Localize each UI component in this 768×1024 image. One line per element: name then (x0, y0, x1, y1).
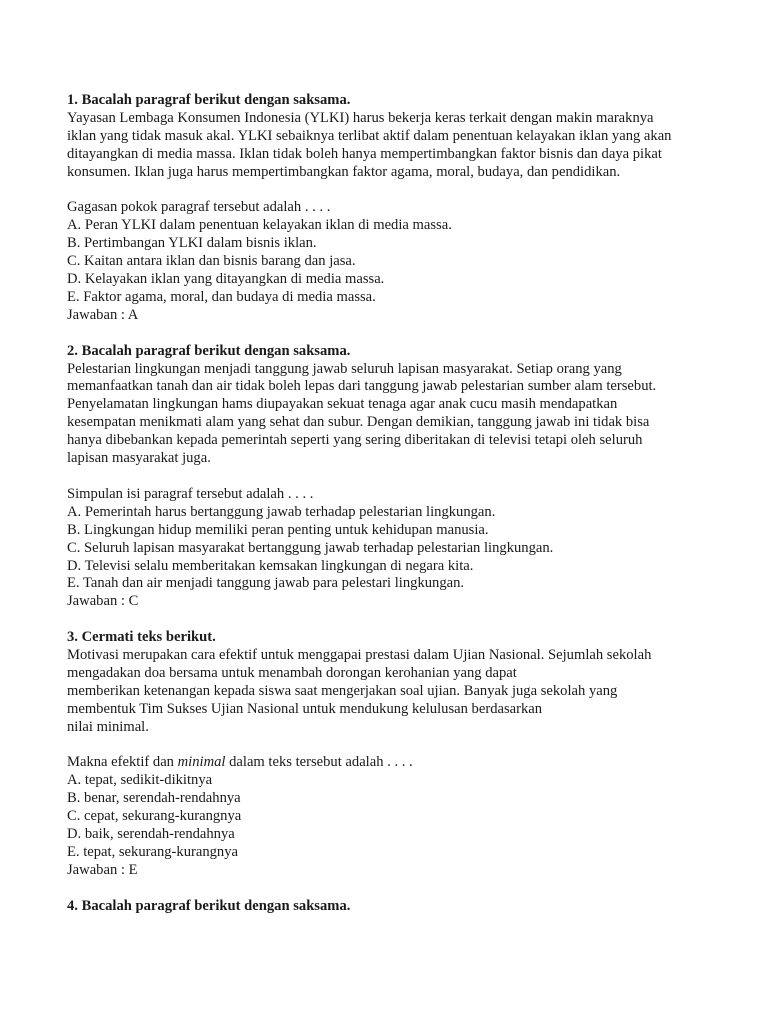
question-title: 2. Bacalah paragraf berikut dengan saksama. (67, 342, 351, 359)
answer-option-c: C. Kaitan antara iklan dan bisnis barang dan jasa. (67, 253, 356, 270)
passage-line: Motivasi merupakan cara efektif untuk menggapai prestasi dalam Ujian Nasional. Sejumlah sekolah (67, 647, 652, 664)
answer-option-e: E. tepat, sekurang-kurangnya (67, 843, 239, 860)
answer-option-e: E. Faktor agama, moral, dan budaya di media massa. (67, 288, 376, 305)
passage-line: konsumen. Iklan juga harus mempertimbangkan faktor agama, moral, budaya, dan pendidikan. (67, 163, 621, 180)
question-1 (67, 92, 707, 325)
prompt-text-before: Makna efektif dan (67, 754, 178, 771)
question-prompt: Gagasan pokok paragraf tersebut adalah . . . . (67, 199, 331, 216)
answer-option-c: C. cepat, sekurang-kurangnya (67, 808, 242, 825)
answer-option-a: A. tepat, sedikit-dikitnya (67, 772, 213, 789)
prompt-italic-term: minimal (177, 754, 226, 771)
question-title: 3. Cermati teks berikut. (67, 629, 216, 646)
question-title: 1. Bacalah paragraf berikut dengan saksama. (67, 92, 351, 108)
question-title: 4. Bacalah paragraf berikut dengan saksama. (67, 897, 351, 914)
passage (67, 361, 707, 468)
question-3 (67, 629, 707, 880)
passage-line: hanya dibebankan kepada pemerintah seperti yang sering diberitakan di televisi tetapi oleh seluruh (67, 432, 643, 449)
passage-line: Penyelamatan lingkungan hams diupayakan sekuat tenaga agar anak cucu masih mendapatkan (67, 396, 618, 413)
prompt-text-after: dalam teks tersebut adalah . . . . (225, 754, 413, 771)
passage-line: ditayangkan di media massa. Iklan tidak boleh hanya mempertimbangkan faktor bisnis dan daya pikat (67, 145, 662, 162)
answer-key: Jawaban : E (67, 861, 138, 878)
answer-option-a: A. Peran YLKI dalam penentuan kelayakan iklan di media massa. (67, 217, 452, 234)
passage-line: lapisan masyarakat juga. (67, 450, 211, 467)
question-4 (67, 898, 707, 916)
answer-option-b: B. Pertimbangan YLKI dalam bisnis iklan. (67, 235, 317, 252)
answer-option-b: B. Lingkungan hidup memiliki peran penting untuk kehidupan manusia. (67, 521, 489, 538)
question-2 (67, 343, 707, 612)
passage-line: iklan yang tidak masuk akal. YLKI sebaiknya terlibat aktif dalam penentuan kelayakan iklan yang akan (67, 127, 672, 144)
answer-option-d: D. Televisi selalu memberitakan kemsakan lingkungan di negara kita. (67, 557, 474, 574)
passage-line: Yayasan Lembaga Konsumen Indonesia (YLKI) harus bekerja keras terkait dengan makin maraknya (67, 109, 654, 126)
passage (67, 110, 707, 182)
question-prompt: Simpulan isi paragraf tersebut adalah . . . . (67, 485, 314, 502)
answer-key: Jawaban : A (67, 306, 139, 323)
passage (67, 647, 707, 737)
answer-option-c: C. Seluruh lapisan masyarakat bertanggung jawab terhadap pelestarian lingkungan. (67, 539, 554, 556)
passage-line: memanfaatkan tanah dan air tidak boleh lepas dari tanggung jawab pelestarian sumber alam tersebut. (67, 378, 657, 395)
answer-key: Jawaban : C (67, 593, 139, 610)
answer-option-e: E. Tanah dan air menjadi tanggung jawab para pelestari lingkungan. (67, 575, 465, 592)
answer-option-a: A. Pemerintah harus bertanggung jawab terhadap pelestarian lingkungan. (67, 503, 496, 520)
passage-line: mengadakan doa bersama untuk menambah dorongan kerohanian yang dapat (67, 664, 517, 681)
question-prompt (67, 754, 707, 772)
answer-option-b: B. benar, serendah-rendahnya (67, 790, 241, 807)
answer-option-d: D. baik, serendah-rendahnya (67, 826, 235, 843)
passage-line: nilai minimal. (67, 718, 149, 735)
answer-option-d: D. Kelayakan iklan yang ditayangkan di media massa. (67, 271, 385, 288)
passage-line: Pelestarian lingkungan menjadi tanggung jawab seluruh lapisan masyarakat. Setiap orang yang (67, 360, 622, 377)
passage-line: kesempatan menikmati alam yang sehat dan subur. Dengan demikian, tanggung jawab ini tidak bisa (67, 414, 650, 431)
passage-line: membentuk Tim Sukses Ujian Nasional untuk mendukung kelulusan berdasarkan (67, 700, 543, 717)
document-page (67, 92, 707, 933)
passage-line: memberikan ketenangan kepada siswa saat mengerjakan soal ujian. Banyak juga sekolah yang (67, 682, 618, 699)
